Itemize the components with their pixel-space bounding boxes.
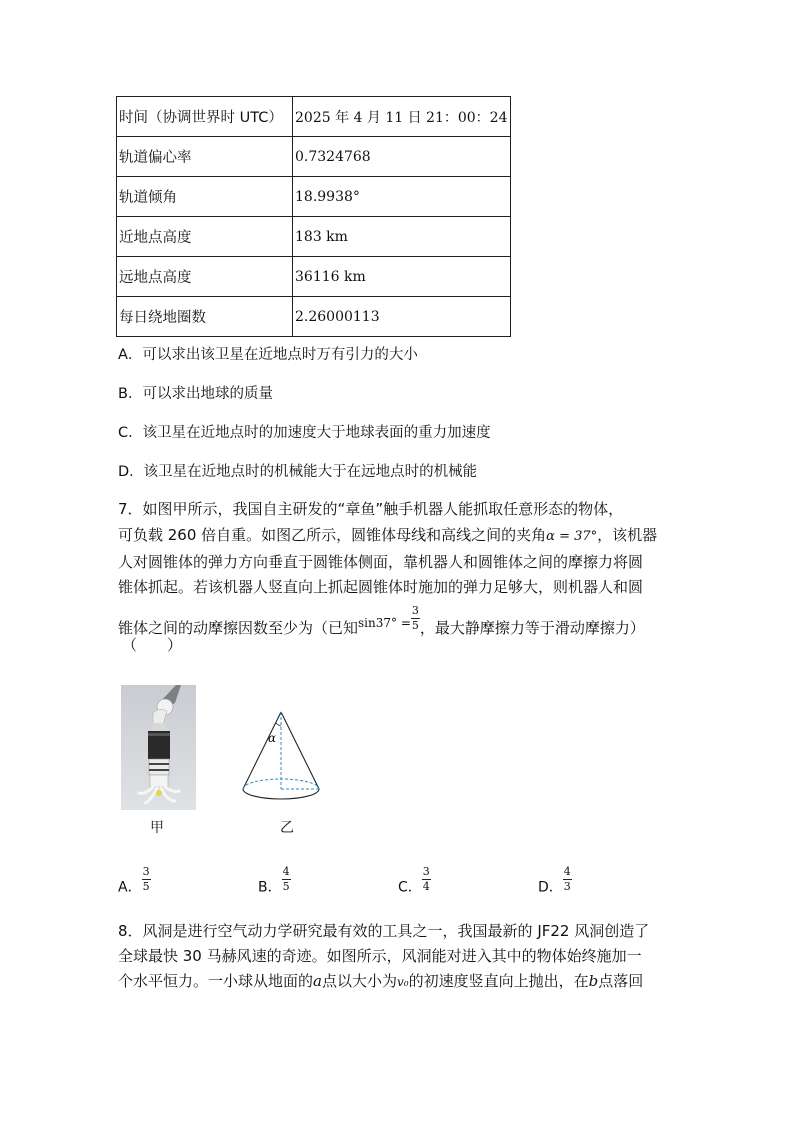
initial-velocity: v₀ <box>396 975 409 989</box>
q6-option-c: C．该卫星在近地点时的加速度大于地球表面的重力加速度 <box>118 425 491 441</box>
table-row <box>117 177 511 217</box>
q7-line-2: 可负载 260 倍自重。如图乙所示，圆锥体母线和高线之间的夹角α = 37°，该机器 <box>118 526 658 544</box>
table-row <box>117 97 511 137</box>
orbit-data-table <box>116 96 511 337</box>
table-row <box>117 137 511 177</box>
q8-line-1: 8．风洞是进行空气动力学研究最有效的工具之一，我国最新的 JF22 风洞创造了 <box>118 922 650 940</box>
table-value: 183 km <box>293 217 511 257</box>
cone-diagram <box>238 706 328 806</box>
q7-option-d: D．$\frac{4}{3}$ <box>538 865 571 896</box>
q7-option-c: C．$\frac{3}{4}$ <box>398 865 430 896</box>
point-a: a <box>313 972 322 990</box>
cone-alpha-label: α <box>268 731 277 745</box>
q7-line-1: 7．如图甲所示，我国自主研发的“章鱼”触手机器人能抓取任意形态的物体， <box>118 500 624 518</box>
table-row <box>117 217 511 257</box>
table-value: 18.9938° <box>293 177 511 217</box>
point-b: b <box>588 972 599 990</box>
table-value: 36116 km <box>293 257 511 297</box>
robot-gripper-image <box>121 685 196 810</box>
q6-option-b: B．可以求出地球的质量 <box>118 386 273 402</box>
q7-option-a: A．$\frac{3}{5}$ <box>118 865 150 896</box>
table-row <box>117 297 511 337</box>
table-key: 时间（协调世界时 UTC） <box>117 97 293 137</box>
q7-line-3: 人对圆锥体的弹力方向垂直于圆锥体侧面，靠机器人和圆锥体之间的摩擦力将圆 <box>118 553 644 571</box>
answer-bracket: （ ） <box>122 636 183 654</box>
q6-option-d: D．该卫星在近地点时的机械能大于在远地点时的机械能 <box>118 464 478 480</box>
table-value: 0.7324768 <box>293 137 511 177</box>
q8-line-2: 全球最快 30 马赫风速的奇迹。如图所示，风洞能对进入其中的物体始终施加一 <box>118 947 642 965</box>
q8-line-3: 个水平恒力。一小球从地面的a点以大小为v₀的初速度竖直向上抛出，在b点落回 <box>118 972 644 990</box>
q6-option-a: A．可以求出该卫星在近地点时万有引力的大小 <box>118 347 418 363</box>
table-value: 2025 年 4 月 11 日 21：00：24 <box>293 97 511 137</box>
table-key: 近地点高度 <box>117 217 293 257</box>
table-key: 轨道倾角 <box>117 177 293 217</box>
table-value: 2.26000113 <box>293 297 511 337</box>
alpha-equation: α = 37° <box>546 529 598 544</box>
figure-label-yi: 乙 <box>280 820 294 836</box>
q7-line-5: 锥体之间的动摩擦因数至少为（已知$^{sin37^\circ =}\frac{3}{5}$，最大静摩擦力等于滑动摩擦力） <box>118 604 645 637</box>
table-key: 每日绕地圈数 <box>117 297 293 337</box>
q7-option-b: B．$\frac{4}{5}$ <box>258 865 290 896</box>
sin-expression: sin37° = <box>358 616 411 630</box>
q7-line-4: 锥体抓起。若该机器人竖直向上抓起圆锥体时施加的弹力足够大，则机器人和圆 <box>118 578 644 596</box>
table-key: 轨道偏心率 <box>117 137 293 177</box>
table-key: 远地点高度 <box>117 257 293 297</box>
table-row <box>117 257 511 297</box>
sin-fraction: $\frac{3}{5}$ <box>411 604 419 632</box>
figure-label-jia: 甲 <box>150 820 164 836</box>
